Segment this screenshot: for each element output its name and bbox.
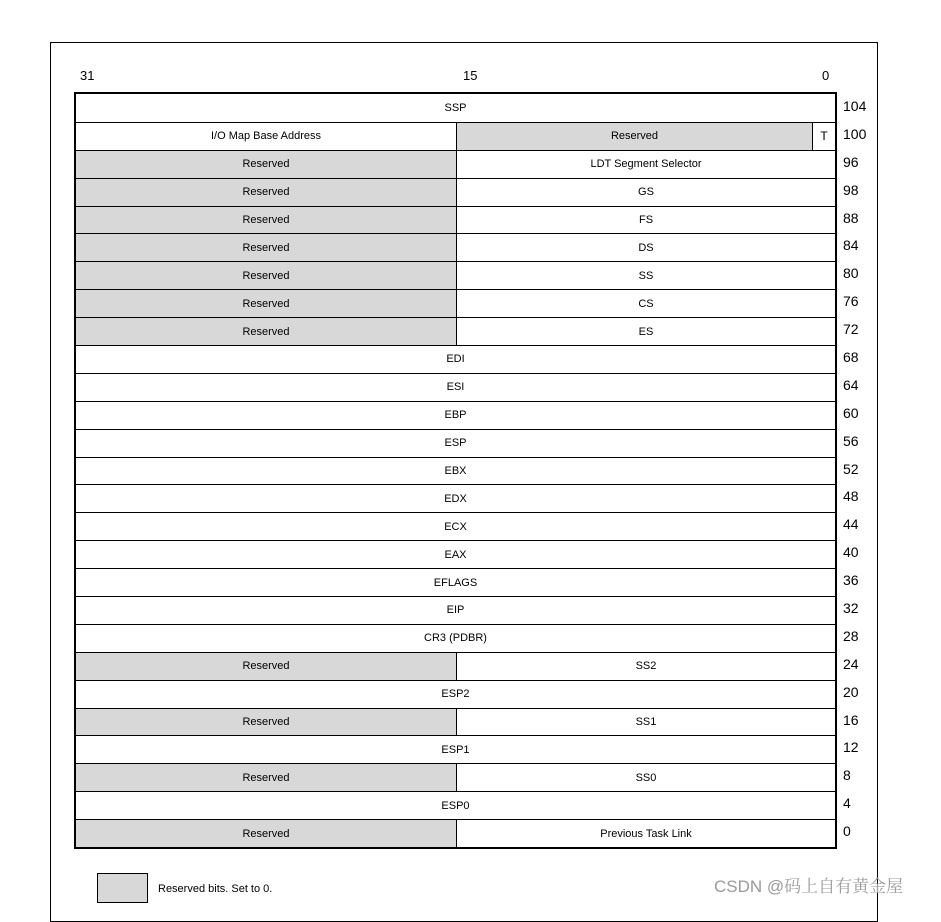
byte-offset: 12 [843, 739, 859, 756]
field-cell: ESP0 [76, 792, 835, 819]
byte-offset-column [840, 92, 880, 845]
tss-row [76, 624, 835, 652]
tss-row [76, 289, 835, 317]
byte-offset: 98 [843, 181, 859, 198]
byte-offset: 32 [843, 599, 859, 616]
byte-offset: 84 [843, 237, 859, 254]
tss-row [76, 596, 835, 624]
tss-row [76, 512, 835, 540]
tss-row [76, 233, 835, 261]
tss-row [76, 484, 835, 512]
byte-offset: 88 [843, 209, 859, 226]
reserved-cell: Reserved [76, 764, 457, 791]
tss-row [76, 150, 835, 178]
tss-row [76, 763, 835, 791]
field-cell: EAX [76, 541, 835, 568]
byte-offset: 60 [843, 404, 859, 421]
field-cell: ECX [76, 513, 835, 540]
bit-label-15: 15 [463, 68, 478, 83]
tss-row [76, 429, 835, 457]
tss-row [76, 206, 835, 234]
t-flag-cell: T [813, 123, 835, 150]
reserved-cell: Reserved [76, 234, 457, 261]
field-cell: SS2 [457, 653, 835, 680]
byte-offset: 20 [843, 683, 859, 700]
tss-row [76, 373, 835, 401]
field-cell: ESP [76, 430, 835, 457]
byte-offset: 8 [843, 767, 851, 784]
byte-offset: 36 [843, 572, 859, 589]
tss-row [76, 735, 835, 763]
field-cell: ESP1 [76, 736, 835, 763]
field-cell: LDT Segment Selector [457, 151, 835, 178]
byte-offset: 76 [843, 293, 859, 310]
tss-row [76, 652, 835, 680]
bit-label-31: 31 [80, 68, 95, 83]
byte-offset: 104 [843, 97, 867, 114]
field-cell: FS [457, 207, 835, 234]
tss-row [76, 178, 835, 206]
reserved-cell: Reserved [76, 709, 457, 736]
byte-offset: 96 [843, 153, 859, 170]
field-cell: SS [457, 262, 835, 289]
byte-offset: 28 [843, 627, 859, 644]
field-cell: ESI [76, 374, 835, 401]
tss-row [76, 791, 835, 819]
byte-offset: 80 [843, 265, 859, 282]
tss-row [76, 819, 835, 847]
byte-offset: 4 [843, 795, 851, 812]
byte-offset: 64 [843, 376, 859, 393]
field-cell: EBX [76, 458, 835, 485]
tss-row [76, 457, 835, 485]
tss-row [76, 708, 835, 736]
reserved-cell: Reserved [76, 179, 457, 206]
legend-text: Reserved bits. Set to 0. [158, 883, 273, 895]
byte-offset: 40 [843, 544, 859, 561]
watermark: CSDN @码上自有黄金屋 [714, 877, 904, 896]
field-cell: SS1 [457, 709, 835, 736]
tss-row [76, 540, 835, 568]
field-cell: SSP [76, 94, 835, 122]
reserved-cell: Reserved [76, 318, 457, 345]
field-cell: EBP [76, 402, 835, 429]
field-cell: ESP2 [76, 681, 835, 708]
field-cell: CS [457, 290, 835, 317]
byte-offset: 72 [843, 321, 859, 338]
tss-row [76, 261, 835, 289]
field-cell: DS [457, 234, 835, 261]
byte-offset: 100 [843, 125, 867, 142]
reserved-cell: Reserved [76, 653, 457, 680]
byte-offset: 44 [843, 516, 859, 533]
field-cell: ES [457, 318, 835, 345]
field-cell: CR3 (PDBR) [76, 625, 835, 652]
field-cell: I/O Map Base Address [76, 123, 457, 150]
byte-offset: 0 [843, 823, 851, 840]
byte-offset: 24 [843, 655, 859, 672]
field-cell: EDX [76, 485, 835, 512]
legend-reserved-swatch [97, 873, 148, 903]
reserved-cell: Reserved [457, 123, 813, 150]
byte-offset: 68 [843, 348, 859, 365]
byte-offset: 48 [843, 488, 859, 505]
reserved-cell: Reserved [76, 151, 457, 178]
field-cell: SS0 [457, 764, 835, 791]
tss-row [76, 122, 835, 150]
tss-row [76, 345, 835, 373]
field-cell: EFLAGS [76, 569, 835, 596]
byte-offset: 52 [843, 460, 859, 477]
field-cell: GS [457, 179, 835, 206]
field-cell: Previous Task Link [457, 820, 835, 847]
reserved-cell: Reserved [76, 290, 457, 317]
byte-offset: 56 [843, 432, 859, 449]
byte-offset: 16 [843, 711, 859, 728]
tss-structure-table [74, 92, 837, 849]
tss-row [76, 401, 835, 429]
reserved-cell: Reserved [76, 207, 457, 234]
tss-row [76, 94, 835, 122]
bit-label-0: 0 [822, 68, 830, 83]
tss-row [76, 317, 835, 345]
field-cell: EDI [76, 346, 835, 373]
reserved-cell: Reserved [76, 262, 457, 289]
tss-row [76, 680, 835, 708]
tss-row [76, 568, 835, 596]
field-cell: EIP [76, 597, 835, 624]
reserved-cell: Reserved [76, 820, 457, 847]
